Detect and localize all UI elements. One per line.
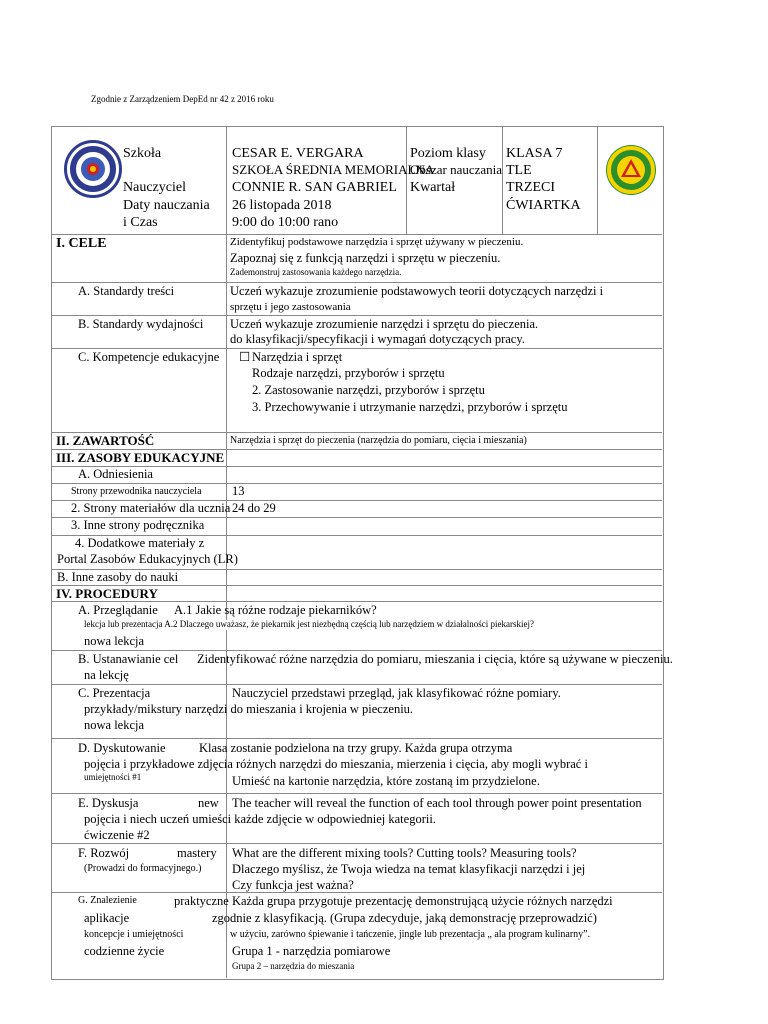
lesson-time: 9:00 do 10:00 rano [232,215,339,230]
content-standards-text: sprzętu i jego zastosowania [230,301,351,313]
quarter-value-line2: ĆWIARTKA [506,198,581,213]
procedure-f-text: Czy funkcja jest ważna? [232,878,354,892]
competency-line: Rodzaje narzędzi, przyborów i sprzętu [252,366,445,380]
objective-line: Zidentyfikuj podstawowe narzędzia i sprzęt używany w pieczeniu. [230,236,524,248]
area-value: TLE [506,163,532,178]
procedure-e-text: ćwiczenie #2 [84,828,150,842]
column-divider [406,126,407,234]
row-divider [51,315,662,316]
procedure-b-label: B. Ustanawianie cel [78,652,179,666]
procedure-g-label2: aplikacje [84,911,130,925]
procedure-a-label: A. Przeglądanie [78,603,158,617]
school-seal-icon [606,145,656,195]
procedure-b-text: na lekcję [84,668,129,682]
school-name: CESAR E. VERGARA [232,146,364,161]
procedure-g-label: G. Znalezienie [78,895,137,906]
competencies-label: C. Kompetencje edukacyjne [78,350,220,364]
learner-materials-pages: 24 do 29 [232,501,276,515]
procedure-e-new: new [198,796,219,810]
procedure-c-text: przykłady/mikstury narzędzi do mieszania i krojenia w pieczeniu. [84,702,414,716]
procedure-a-text: lekcja lub prezentacja A.2 Dlaczego uważasz, że piekarnik jest niezbędną częścią lub narzędziem w działalności piekarskiej? [84,619,535,629]
procedure-g-text: zgodnie z klasyfikacją. (Grupa zdecyduje, jaką demonstrację przeprowadzić) [212,911,597,925]
grade-value: KLASA 7 [506,146,563,161]
row-divider [51,348,662,349]
procedure-f-text: Dlaczego myślisz, że Twoja wiedza na temat klasyfikacji narzędzi i jej [232,862,586,876]
column-divider [502,126,503,234]
procedure-g-text: w użyciu, zarówno śpiewanie i tańczenie, jingle lub prezentacja „ ala program kulinarny”. [230,929,591,940]
procedure-a-text: nowa lekcja [84,634,145,648]
competency-line: 3. Przechowywanie i utrzymanie narzędzi, przyborów i sprzętu [252,400,568,414]
grade-label: Poziom klasy [410,146,486,161]
procedure-b-text: Zidentyfikować różne narzędzia do pomiaru, mieszania i cięcia, które są używane w pieczeniu. [197,653,673,666]
reference-note: Zgodnie z Zarządzeniem DepEd nr 42 z 2016 roku [91,94,274,104]
procedure-e-label: E. Dyskusja [78,796,139,810]
quarter-value: TRZECI [506,180,555,195]
procedure-d-label: D. Dyskutowanie [78,741,166,755]
content-standards-text: Uczeń wykazuje zrozumienie podstawowych teorii dotyczących narzędzi i [230,284,604,298]
procedure-d-text: Klasa zostanie podzielona na trzy grupy. Każda grupa otrzyma [199,741,513,755]
procedure-g-label4: codzienne życie [84,944,165,958]
references-label: A. Odniesienia [78,467,153,481]
procedure-f-mastery: mastery [177,846,217,860]
dates-label: Daty nauczania [123,198,210,213]
objective-line: Zademonstruj zastosowania każdego narzędzia. [230,267,402,277]
objective-line: Zapoznaj się z funkcją narzędzi i sprzętu w pieczeniu. [230,251,501,265]
row-divider [51,892,662,893]
procedure-e-text: The teacher will reveal the function of each tool through power point presentation [232,797,642,810]
additional-materials-label: 4. Dodatkowe materiały z [75,536,205,550]
row-divider [51,738,662,739]
row-divider [51,483,662,484]
procedure-d-text: umiejętności #1 [84,772,142,782]
row-divider [51,843,662,844]
procedure-f-label: F. Rozwój [78,846,130,860]
school-label: Szkoła [123,146,162,161]
procedure-a-text: A.1 Jakie są różne rodzaje piekarników? [174,603,377,617]
procedure-c-label: C. Prezentacja [78,686,151,700]
procedure-d-text: pojęcia i przykładowe zdjęcia różnych narzędzi do mieszania, mierzenia i cięcia, aby mogli wybrać i [84,757,588,771]
lr-portal-label: Portal Zasobów Edukacyjnych (LR) [57,552,238,566]
textbook-pages-label: 3. Inne strony podręcznika [71,518,205,532]
performance-standards-label: B. Standardy wydajności [78,317,204,331]
procedure-c-text: nowa lekcja [84,718,145,732]
procedure-c-text: Nauczyciel przedstawi przegląd, jak klasyfikować różne pomiary. [232,686,561,700]
procedure-g-text: Grupa 2 – narzędzia do mieszania [232,961,355,971]
teacher-guide-label: Strony przewodnika nauczyciela [71,486,202,497]
other-resources-label: B. Inne zasoby do nauki [57,570,179,584]
procedure-g-label3: koncepcje i umiejętności [84,929,184,940]
procedure-g-text: praktyczne Każda grupa przygotuje prezentację demonstrującą użycie różnych narzędzi [174,894,613,908]
section-title-cele: I. CELE [56,236,107,251]
area-label: Obszar nauczania [410,162,503,177]
section-title-procedures: IV. PROCEDURY [56,586,158,601]
procedure-g-text: Grupa 1 - narzędzia pomiarowe [232,944,391,958]
row-divider [51,282,662,283]
content-standards-label: A. Standardy treści [78,284,175,298]
lesson-date: 26 listopada 2018 [232,198,332,213]
time-label: i Czas [123,215,158,230]
column-divider [597,126,598,234]
teacher-label: Nauczyciel [123,180,186,195]
procedure-d-text: Umieść na kartonie narzędzia, które zostaną im przydzielone. [232,774,540,788]
learner-materials-label: 2. Strony materiałów dla ucznia [71,501,231,515]
section-title-content: II. ZAWARTOŚĆ [56,433,155,448]
quarter-label: Kwartał [410,180,456,195]
row-divider [51,650,662,651]
performance-standards-text: Uczeń wykazuje zrozumienie narzędzi i sprzętu do pieczenia. [230,317,539,331]
section-title-resources: III. ZASOBY EDUKACYJNE [56,450,225,465]
procedure-e-text: pojęcia i niech uczeń umieści każde zdjęcie w odpowiedniej kategorii. [84,812,436,826]
content-text: Narzędzia i sprzęt do pieczenia (narzędzia do pomiaru, cięcia i mieszania) [230,435,527,446]
row-divider [51,793,662,794]
school-name-line2: SZKOŁA ŚREDNIA MEMORIALNA [232,162,435,177]
procedure-f-sub: (Prowadzi do formacyjnego.) [84,863,202,874]
teacher-name: CONNIE R. SAN GABRIEL [232,180,397,195]
competency-line: 2. Zastosowanie narzędzi, przyborów i sprzętu [252,383,485,397]
checkbox-icon: ☐ [239,350,251,364]
row-divider [51,684,662,685]
competency-line: Narzędzia i sprzęt [252,350,343,364]
procedure-f-text: What are the different mixing tools? Cutting tools? Measuring tools? [232,846,577,860]
teacher-guide-pages: 13 [232,484,245,498]
row-divider [51,234,662,235]
performance-standards-text: do klasyfikacji/specyfikacji i wymagań dotyczących pracy. [230,332,525,346]
deped-seal-icon [64,140,122,198]
